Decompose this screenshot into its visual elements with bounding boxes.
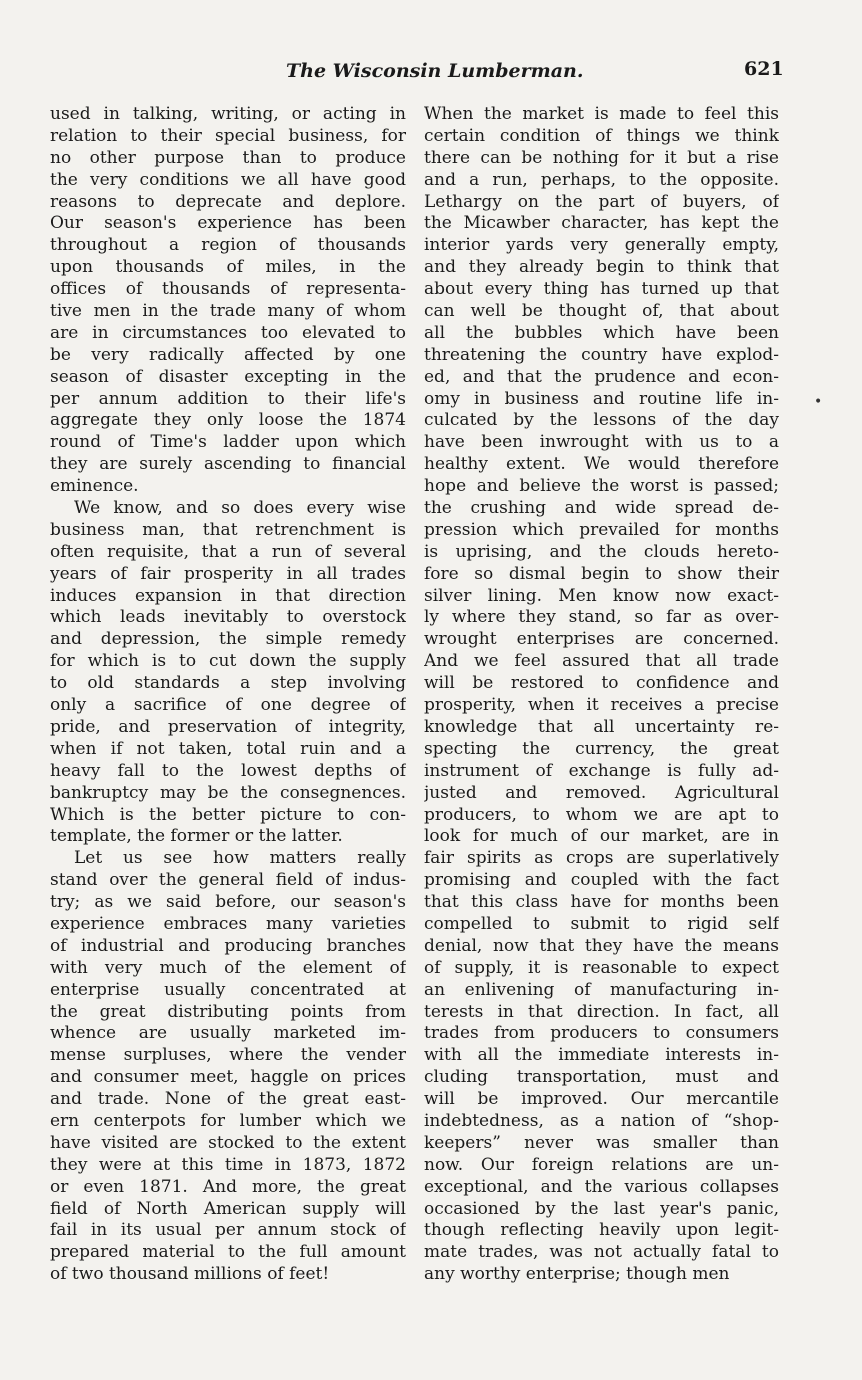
text-line: of two thousand millions of feet! — [50, 1264, 330, 1285]
text-line: used in talking, writing, or acting in — [50, 104, 406, 124]
text-line: with all the immediate interests in- — [424, 1045, 779, 1066]
text-line: fair spirits as crops are superlatively — [424, 848, 779, 869]
text-line: heavy fall to the lowest depths of — [50, 760, 406, 781]
text-line: and they already begin to think that — [424, 257, 779, 278]
text-line: now. Our foreign relations are un- — [424, 1154, 779, 1175]
text-line: knowledge that all uncertainty re- — [424, 716, 779, 737]
text-line: field of North American supply will — [50, 1198, 406, 1219]
text-line: there can be nothing for it but a rise — [424, 147, 779, 168]
text-line: tive men in the trade many of whom — [50, 301, 406, 322]
text-line: relation to their special business, for — [50, 125, 406, 146]
text-line: wrought enterprises are concerned. — [424, 629, 779, 650]
text-line: have been inwrought with us to a — [424, 432, 779, 453]
journal-title: The Wisconsin Lumberman. — [286, 60, 584, 82]
text-line: the Micawber character, has kept the — [424, 213, 779, 234]
text-line: though reflecting heavily upon legit- — [424, 1220, 779, 1241]
text-line: try; as we said before, our season's — [50, 892, 406, 913]
text-line: specting the currency, the great — [424, 738, 779, 759]
text-line: aggregate they only loose the 1874 — [50, 410, 406, 431]
text-line: and consumer meet, haggle on prices — [50, 1067, 406, 1088]
text-line: be very radically affected by one — [50, 344, 406, 365]
text-line: or even 1871. And more, the great — [50, 1176, 406, 1197]
text-line: indebtedness, as a nation of “shop- — [424, 1110, 779, 1131]
text-line: have visited are stocked to the extent — [50, 1132, 406, 1153]
text-line: interior yards very generally empty, — [424, 235, 779, 256]
text-line: Which is the better picture to con- — [50, 804, 406, 825]
text-line: of supply, it is reasonable to expect — [424, 957, 779, 978]
text-line: mate trades, was not actually fatal to — [424, 1242, 779, 1263]
text-line: years of fair prosperity in all trades — [50, 563, 406, 584]
text-line: reasons to deprecate and deplore. — [50, 191, 406, 212]
text-line: are in circumstances too elevated to — [50, 322, 406, 343]
text-line: prepared material to the full amount — [50, 1242, 406, 1263]
text-line: can well be thought of, that about — [424, 301, 779, 322]
text-line: about every thing has turned up that — [424, 279, 779, 300]
text-line: for which is to cut down the supply — [50, 651, 406, 672]
text-line: an enlivening of manufacturing in- — [424, 979, 779, 1000]
text-line: they were at this time in 1873, 1872 — [50, 1154, 406, 1175]
text-line: ly where they stand, so far as over- — [424, 607, 779, 628]
text-line: the very conditions we all have good — [50, 169, 406, 190]
text-line: producers, to whom we are apt to — [424, 804, 779, 825]
text-line: pride, and preservation of integrity, — [50, 716, 406, 737]
text-line: with very much of the element of — [50, 957, 406, 978]
text-line: template, the former or the latter. — [50, 826, 343, 847]
text-line: per annum addition to their life's — [50, 388, 406, 409]
text-line: when if not taken, total ruin and a — [50, 738, 406, 759]
text-line: all the bubbles which have been — [424, 322, 779, 343]
text-line: Lethargy on the part of buyers, of — [424, 191, 779, 212]
text-line: look for much of our market, are in — [424, 826, 779, 847]
text-line: is uprising, and the clouds hereto- — [424, 541, 779, 562]
text-line: throughout a region of thousands — [50, 235, 406, 256]
text-line: Our season's experience has been — [50, 213, 406, 234]
text-line: certain condition of things we think — [424, 125, 779, 146]
text-line: that this class have for months been — [424, 892, 779, 913]
text-line: prosperity, when it receives a precise — [424, 695, 779, 716]
text-line: and a run, perhaps, to the opposite. — [424, 169, 779, 190]
text-line: whence are usually marketed im- — [50, 1023, 406, 1044]
text-line: will be restored to confidence and — [424, 673, 779, 694]
text-line: occasioned by the last year's panic, — [424, 1198, 779, 1219]
text-line: often requisite, that a run of several — [50, 541, 406, 562]
text-line: the crushing and wide spread de- — [424, 498, 779, 519]
text-line: hope and believe the worst is passed; — [424, 476, 779, 497]
text-line: cluding transportation, must and — [424, 1067, 779, 1088]
text-line: stand over the general field of indus- — [50, 870, 406, 891]
text-line: to old standards a step involving — [50, 673, 406, 694]
text-line: induces expansion in that direction — [50, 585, 406, 606]
left-column — [50, 104, 406, 1286]
text-line: pression which prevailed for months — [424, 519, 779, 540]
text-line: silver lining. Men know now exact- — [424, 585, 779, 606]
text-line: trades from producers to consumers — [424, 1023, 779, 1044]
text-line: compelled to submit to rigid self — [424, 913, 779, 934]
text-line: exceptional, and the various collapses — [424, 1176, 779, 1197]
text-line: round of Time's ladder upon which — [50, 432, 406, 453]
text-line: upon thousands of miles, in the — [50, 257, 406, 278]
text-line: they are surely ascending to financial — [50, 454, 406, 475]
text-line: and depression, the simple remedy — [50, 629, 406, 650]
text-line: mense surpluses, where the vender — [50, 1045, 406, 1066]
text-line: eminence. — [50, 476, 139, 497]
right-column — [424, 104, 779, 1286]
text-line: culcated by the lessons of the day — [424, 410, 779, 431]
text-line: only a sacrifice of one degree of — [50, 695, 406, 716]
text-line: instrument of exchange is fully ad- — [424, 760, 779, 781]
text-line: We know, and so does every wise — [74, 498, 406, 519]
text-line: of industrial and producing branches — [50, 935, 406, 956]
text-line: experience embraces many varieties — [50, 913, 406, 934]
page-number: 621 — [744, 58, 784, 80]
text-line: fail in its usual per annum stock of — [50, 1220, 406, 1241]
text-line: any worthy enterprise; though men — [424, 1264, 730, 1285]
text-line: And we feel assured that all trade — [424, 651, 779, 672]
text-line: business man, that retrenchment is — [50, 519, 406, 540]
text-line: fore so dismal begin to show their — [424, 563, 779, 584]
text-line: season of disaster excepting in the — [50, 366, 406, 387]
margin-dot: • — [814, 394, 823, 410]
text-line: enterprise usually concentrated at — [50, 979, 406, 1000]
text-line: Let us see how matters really — [74, 848, 406, 869]
text-line: healthy extent. We would therefore — [424, 454, 779, 475]
text-line: ern centerpots for lumber which we — [50, 1110, 406, 1131]
text-line: denial, now that they have the means — [424, 935, 779, 956]
text-line: and trade. None of the great east- — [50, 1089, 406, 1110]
text-line: justed and removed. Agricultural — [424, 782, 779, 803]
text-line: keepers” never was smaller than — [424, 1132, 779, 1153]
text-line: threatening the country have explod- — [424, 344, 779, 365]
text-line: omy in business and routine life in- — [424, 388, 779, 409]
text-line: will be improved. Our mercantile — [424, 1089, 779, 1110]
text-line: When the market is made to feel this — [424, 104, 779, 124]
text-line: offices of thousands of representa- — [50, 279, 406, 300]
text-line: bankruptcy may be the consegnences. — [50, 782, 406, 803]
text-line: no other purpose than to produce — [50, 147, 406, 168]
text-line: terests in that direction. In fact, all — [424, 1001, 779, 1022]
text-line: promising and coupled with the fact — [424, 870, 779, 891]
text-line: ed, and that the prudence and econ- — [424, 366, 779, 387]
running-head — [0, 56, 862, 88]
text-line: which leads inevitably to overstock — [50, 607, 406, 628]
text-line: the great distributing points from — [50, 1001, 406, 1022]
